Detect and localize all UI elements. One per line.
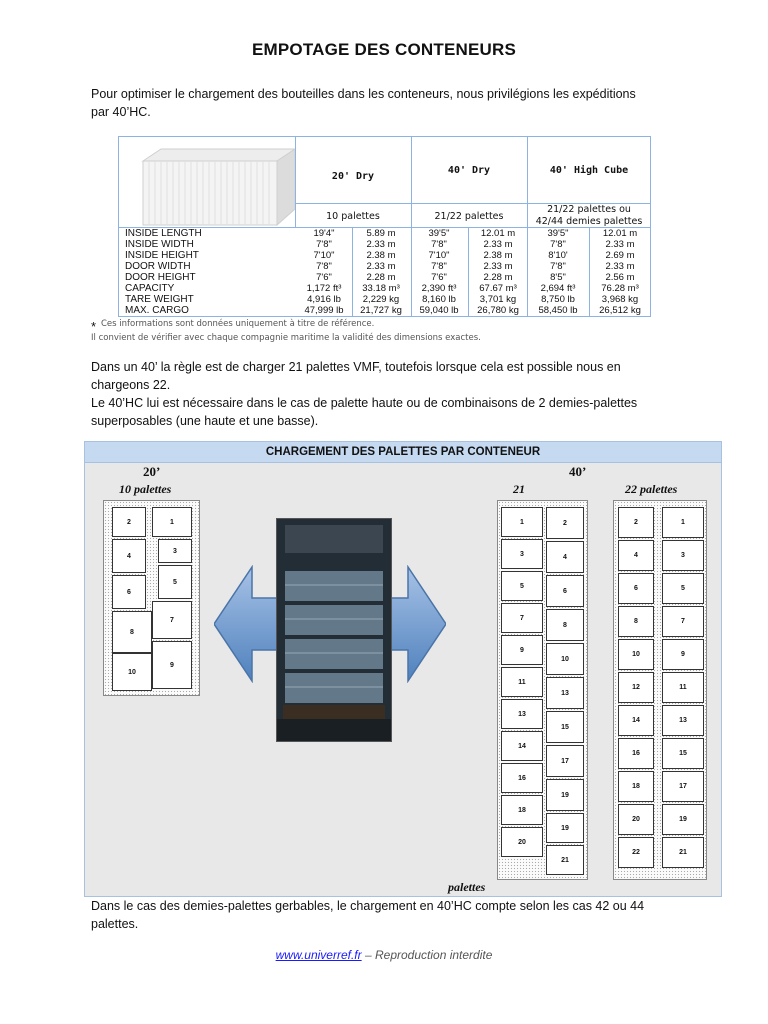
pallet-slot: 19 xyxy=(662,804,704,835)
spec-cell: 2.33 m xyxy=(483,239,513,250)
spec-row-label: INSIDE HEIGHT xyxy=(125,250,199,261)
spec-cell: 7'8" xyxy=(316,239,332,250)
footer xyxy=(0,948,768,962)
spec-cell: 7'8" xyxy=(316,261,332,272)
spec-cell: 7'8" xyxy=(431,261,447,272)
spec-cell: 8'10' xyxy=(548,250,568,261)
label-20: 20’ xyxy=(143,464,161,479)
spec-cell: 2,694 ft³ xyxy=(540,283,576,294)
spec-cell: 7'10" xyxy=(428,250,450,261)
pallet-slot: 9 xyxy=(152,641,192,689)
pallet-slot: 7 xyxy=(152,601,192,639)
pallet-slot: 8 xyxy=(618,606,654,637)
spec-cell: 8,160 lb xyxy=(422,294,456,305)
intro-line: par 40’HC. xyxy=(91,105,151,119)
rule-line: superposables (une haute et une basse). xyxy=(91,414,319,428)
pallet-slot: 13 xyxy=(546,677,584,709)
spec-cell: 2,390 ft³ xyxy=(421,283,457,294)
spec-cell: 2.56 m xyxy=(605,272,635,283)
spec-cell: 2,229 kg xyxy=(362,294,400,305)
outro-line: palettes. xyxy=(91,917,139,931)
plan-40ft-22 xyxy=(613,500,707,880)
spec-row-label: INSIDE WIDTH xyxy=(125,239,194,250)
header-40-hc: 40' High Cube xyxy=(549,165,629,176)
pallet-slot: 21 xyxy=(662,837,704,868)
pallet-slot: 13 xyxy=(662,705,704,736)
pallet-slot: 15 xyxy=(546,711,584,743)
intro-line: Pour optimiser le chargement des bouteilles dans les conteneurs, nous privilégions les expéditions xyxy=(91,87,636,101)
spec-cell: 76.28 m³ xyxy=(601,283,639,294)
pallet-slot: 9 xyxy=(662,639,704,670)
pallet-slot: 19 xyxy=(546,813,584,843)
pallet-slot: 10 xyxy=(546,643,584,675)
pallet-slot: 9 xyxy=(501,635,543,665)
note-line-2: Il convient de vérifier avec chaque compagnie maritime la validité des dimensions exactes. xyxy=(91,333,481,343)
label-40: 40’ xyxy=(569,464,587,479)
spec-cell: 2.33 m xyxy=(483,261,513,272)
pallet-slot: 4 xyxy=(618,540,654,571)
pallet-slot: 14 xyxy=(501,731,543,761)
spec-row-label: CAPACITY xyxy=(125,283,175,294)
spec-cell: 12.01 m xyxy=(480,228,516,239)
pallet-slot: 1 xyxy=(662,507,704,538)
pallet-slot: 4 xyxy=(546,541,584,573)
pallet-slot: 2 xyxy=(618,507,654,538)
spec-row-label: DOOR HEIGHT xyxy=(125,272,196,283)
pallet-slot: 2 xyxy=(112,507,146,537)
spec-cell: 7'8" xyxy=(550,261,566,272)
pallet-slot: 2 xyxy=(546,507,584,539)
subheader-40: 21/22 palettes xyxy=(434,211,504,222)
spec-cell: 8'5" xyxy=(550,272,566,283)
pallet-slot: 15 xyxy=(662,738,704,769)
subheader-40hc-a: 21/22 palettes ou xyxy=(547,204,631,215)
spec-cell: 2.33 m xyxy=(366,239,396,250)
label-22-palettes: 22 palettes xyxy=(625,482,678,496)
spec-cell: 39'5" xyxy=(428,228,450,239)
pallet-slot: 6 xyxy=(618,573,654,604)
spec-cell: 5.89 m xyxy=(366,228,396,239)
container-photo xyxy=(276,518,392,742)
spec-cell: 2.38 m xyxy=(366,250,396,261)
container-illustration xyxy=(139,143,299,231)
spec-cell: 7'8" xyxy=(550,239,566,250)
spec-cell: 7'10" xyxy=(313,250,335,261)
pallet-slot: 13 xyxy=(501,699,543,729)
spec-cell: 2.33 m xyxy=(366,261,396,272)
pallet-slot: 1 xyxy=(501,507,543,537)
spec-cell: 33.18 m³ xyxy=(362,283,400,294)
spec-cell: 47,999 lb xyxy=(304,305,344,316)
spec-cell: 3,968 kg xyxy=(601,294,639,305)
pallet-slot: 20 xyxy=(501,827,543,857)
header-20-dry: 20' Dry xyxy=(331,171,375,182)
pallet-slot: 12 xyxy=(618,672,654,703)
subheader-20: 10 palettes xyxy=(326,211,380,222)
pallet-slot: 5 xyxy=(158,565,192,599)
spec-cell: 67.67 m³ xyxy=(479,283,517,294)
pallet-slot: 8 xyxy=(546,609,584,641)
note-asterisk: * xyxy=(91,319,97,334)
spec-cell: 8,750 lb xyxy=(541,294,575,305)
pallet-slot: 16 xyxy=(618,738,654,769)
pallet-slot: 7 xyxy=(662,606,704,637)
spec-cell: 2.28 m xyxy=(366,272,396,283)
spec-cell: 58,450 lb xyxy=(538,305,578,316)
spec-cell: 7'6" xyxy=(316,272,332,283)
pallet-slot: 5 xyxy=(662,573,704,604)
pallet-slot: 7 xyxy=(501,603,543,633)
pallet-slot: 8 xyxy=(112,611,152,653)
spec-row-label: DOOR WIDTH xyxy=(125,261,191,272)
pallet-slot: 17 xyxy=(546,745,584,777)
pallet-slot: 18 xyxy=(618,771,654,802)
outro-line: Dans le cas des demies-palettes gerbables, le chargement en 40’HC compte selon les cas 42 ou 44 xyxy=(91,899,645,913)
container-spec-table xyxy=(118,136,651,317)
pallet-slot: 10 xyxy=(618,639,654,670)
footer-text: – Reproduction interdite xyxy=(361,948,493,962)
intro-paragraph xyxy=(91,85,691,121)
pallet-slot: 21 xyxy=(546,845,584,875)
spec-cell: 12.01 m xyxy=(602,228,638,239)
rule-line: chargeons 22. xyxy=(91,378,171,392)
pallet-slot: 19 xyxy=(546,779,584,811)
spec-row-label: TARE WEIGHT xyxy=(125,294,194,305)
spec-row-label: MAX. CARGO xyxy=(125,305,189,316)
rule-paragraph xyxy=(91,358,691,430)
pallet-slot: 11 xyxy=(662,672,704,703)
spec-cell: 7'6" xyxy=(431,272,447,283)
pallet-slot: 6 xyxy=(112,575,146,609)
subheader-40hc-b: 42/44 demies palettes xyxy=(535,216,643,227)
pallet-slot: 3 xyxy=(662,540,704,571)
plan-40ft-21 xyxy=(497,500,588,880)
label-21: 21 xyxy=(513,482,525,496)
pallet-slot: 4 xyxy=(112,539,146,573)
spec-row-label: INSIDE LENGTH xyxy=(125,228,202,239)
spec-cell: 2.38 m xyxy=(483,250,513,261)
outro-paragraph xyxy=(91,897,691,933)
spec-cell: 26,512 kg xyxy=(599,305,641,316)
pallet-slot: 6 xyxy=(546,575,584,607)
spec-cell: 4,916 lb xyxy=(307,294,341,305)
header-40-dry: 40' Dry xyxy=(447,165,491,176)
footer-link[interactable]: www.univerref.fr xyxy=(275,948,362,962)
pallet-slot: 20 xyxy=(618,804,654,835)
pallet-slot: 14 xyxy=(618,705,654,736)
panel-heading: CHARGEMENT DES PALETTES PAR CONTENEUR xyxy=(85,442,721,463)
spec-cell: 2.69 m xyxy=(605,250,635,261)
label-palettes: palettes xyxy=(448,880,486,894)
plan-20ft xyxy=(103,500,200,696)
spec-cell: 2.33 m xyxy=(605,239,635,250)
pallet-slot: 11 xyxy=(501,667,543,697)
pallet-slot: 22 xyxy=(618,837,654,868)
rule-line: Dans un 40’ la règle est de charger 21 palettes VMF, toutefois lorsque cela est possible nous en xyxy=(91,360,621,374)
spec-cell: 2.33 m xyxy=(605,261,635,272)
pallet-slot: 3 xyxy=(158,539,192,563)
pallet-slot: 3 xyxy=(501,539,543,569)
pallet-slot: 10 xyxy=(112,653,152,691)
pallet-slot: 16 xyxy=(501,763,543,793)
page-title: EMPOTAGE DES CONTENEURS xyxy=(251,40,517,59)
spec-cell: 21,727 kg xyxy=(360,305,402,316)
pallet-slot: 18 xyxy=(501,795,543,825)
pallet-slot: 1 xyxy=(152,507,192,537)
note-line-1: Ces informations sont données uniquement à titre de référence. xyxy=(101,319,375,329)
spec-cell: 7'8" xyxy=(431,239,447,250)
spec-cell: 26,780 kg xyxy=(477,305,519,316)
spec-cell: 2.28 m xyxy=(483,272,513,283)
spec-cell: 59,040 lb xyxy=(419,305,459,316)
pallet-slot: 5 xyxy=(501,571,543,601)
label-10-palettes: 10 palettes xyxy=(119,482,172,496)
spec-cell: 19'4" xyxy=(313,228,335,239)
spec-cell: 39'5" xyxy=(547,228,569,239)
spec-cell: 1,172 ft³ xyxy=(306,283,342,294)
rule-line: Le 40’HC lui est nécessaire dans le cas de palette haute ou de combinaisons de 2 demies-palettes xyxy=(91,396,638,410)
spec-cell: 3,701 kg xyxy=(479,294,517,305)
pallet-slot: 17 xyxy=(662,771,704,802)
